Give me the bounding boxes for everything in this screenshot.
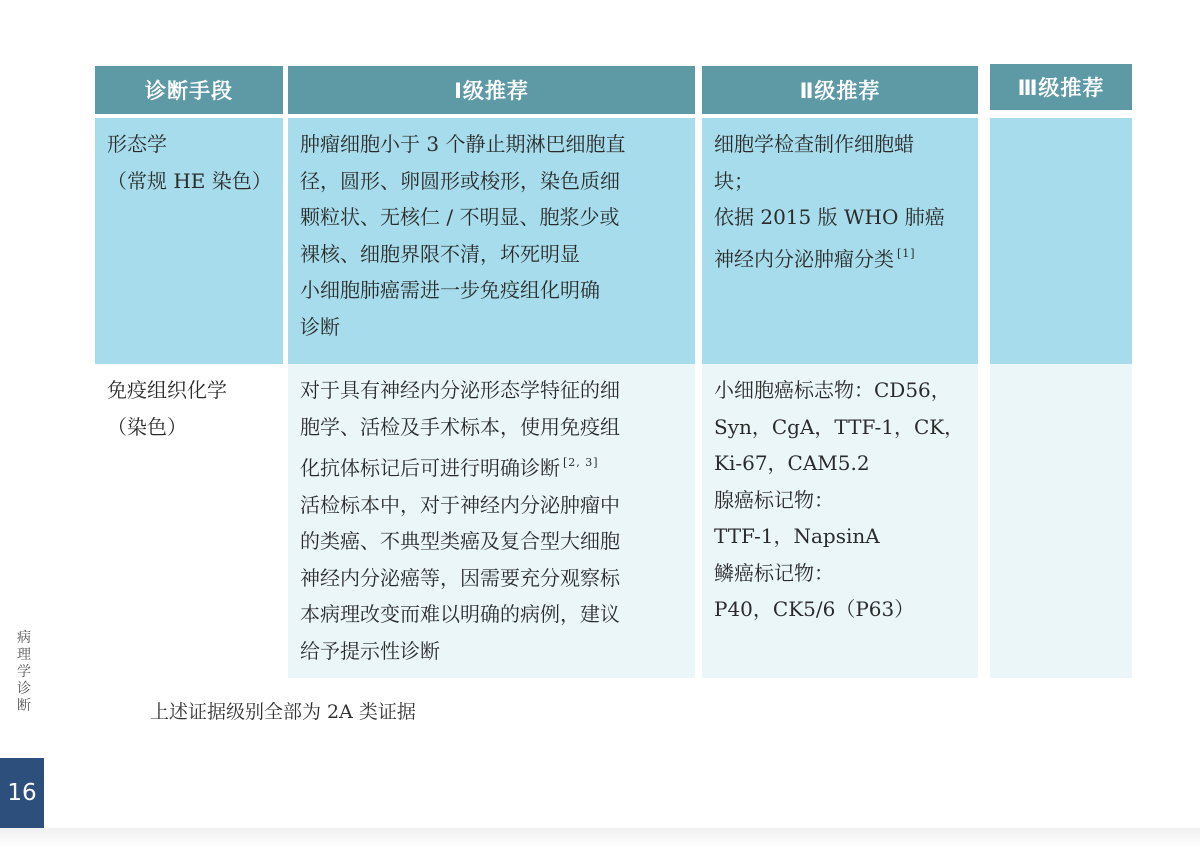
row2-level2-line: 腺癌标记物： bbox=[714, 487, 834, 512]
row1-level1-line: 裸核、细胞界限不清，坏死明显 bbox=[300, 241, 580, 266]
row2-level1-line: 对于具有神经内分泌形态学特征的细 bbox=[300, 378, 620, 402]
row1-level2-text: 神经内分泌肿瘤分类 bbox=[714, 246, 894, 271]
row1-level1-line: 小细胞肺癌需进一步免疫组化明确 bbox=[300, 278, 600, 302]
row1-level1-line: 肿瘤细胞小于 3 个静止期淋巴细胞直 bbox=[300, 132, 626, 156]
row1-method-line: （常规 HE 染色） bbox=[107, 168, 272, 193]
header-level-2: Ⅱ级推荐 bbox=[702, 66, 978, 114]
citation-ref: [2, 3] bbox=[563, 456, 599, 469]
row2-level2-line: 小细胞癌标志物：CD56， bbox=[714, 378, 951, 402]
chapter-side-label bbox=[12, 630, 36, 715]
citation-ref: [1] bbox=[897, 246, 916, 260]
row1-level2-line: 块； bbox=[714, 168, 754, 193]
row2-level1-text: 化抗体标记后可进行明确诊断 bbox=[300, 456, 560, 480]
row2-level2-line: P40，CK5/6（P63） bbox=[714, 597, 915, 621]
row1-level2-line: 依据 2015 版 WHO 肺癌 bbox=[714, 205, 945, 229]
row2-level1-line: 的类癌、不典型类癌及复合型大细胞 bbox=[300, 529, 620, 553]
header-level-3: Ⅲ级推荐 bbox=[990, 64, 1132, 110]
side-label-char: 理 bbox=[17, 647, 31, 663]
row1-level2-line: 细胞学检查制作细胞蜡 bbox=[714, 132, 914, 156]
evidence-footnote: 上述证据级别全部为 2A 类证据 bbox=[150, 701, 416, 723]
row2-level2-line: Syn，CgA，TTF-1，CK， bbox=[714, 414, 965, 439]
row2-method-line: 免疫组织化学 bbox=[107, 378, 227, 402]
row2-level2-cell bbox=[702, 364, 978, 678]
row2-level3-cell bbox=[990, 364, 1132, 678]
side-label-char: 诊 bbox=[17, 681, 31, 697]
row2-level1-line: 活检标本中，对于神经内分泌肿瘤中 bbox=[300, 492, 620, 517]
side-label-char: 病 bbox=[17, 630, 31, 646]
row2-level2-line: Ki-67，CAM5.2 bbox=[714, 451, 870, 475]
row1-level2-line bbox=[714, 236, 966, 278]
row2-level1-line bbox=[300, 445, 683, 487]
page-number-badge: 16 bbox=[0, 758, 44, 828]
row2-method-cell bbox=[95, 364, 283, 678]
side-label-char: 学 bbox=[17, 664, 31, 680]
row2-level1-line: 给予提示性诊断 bbox=[300, 638, 440, 663]
row2-level1-line: 神经内分泌癌等，因需要充分观察标 bbox=[300, 565, 620, 590]
side-label-char: 断 bbox=[17, 698, 31, 714]
row2-level1-line: 本病理改变而难以明确的病例，建议 bbox=[300, 602, 620, 626]
row1-level1-line: 颗粒状、无核仁 / 不明显、胞浆少或 bbox=[300, 205, 620, 229]
row1-method-line: 形态学 bbox=[107, 132, 167, 156]
header-diagnosis-method: 诊断手段 bbox=[95, 66, 283, 114]
row2-level2-line: 鳞癌标记物： bbox=[714, 560, 834, 585]
row2-level1-line: 胞学、活检及手术标本，使用免疫组 bbox=[300, 414, 620, 439]
row1-level1-line: 诊断 bbox=[300, 314, 340, 339]
page-edge-shadow bbox=[0, 828, 1200, 848]
row1-level1-line: 径，圆形、卵圆形或梭形，染色质细 bbox=[300, 168, 620, 193]
row2-method-line: （染色） bbox=[107, 414, 187, 439]
header-level-1: Ⅰ级推荐 bbox=[288, 66, 695, 114]
row2-level2-line: TTF-1，NapsinA bbox=[714, 524, 880, 548]
row2-level1-cell bbox=[288, 364, 695, 678]
